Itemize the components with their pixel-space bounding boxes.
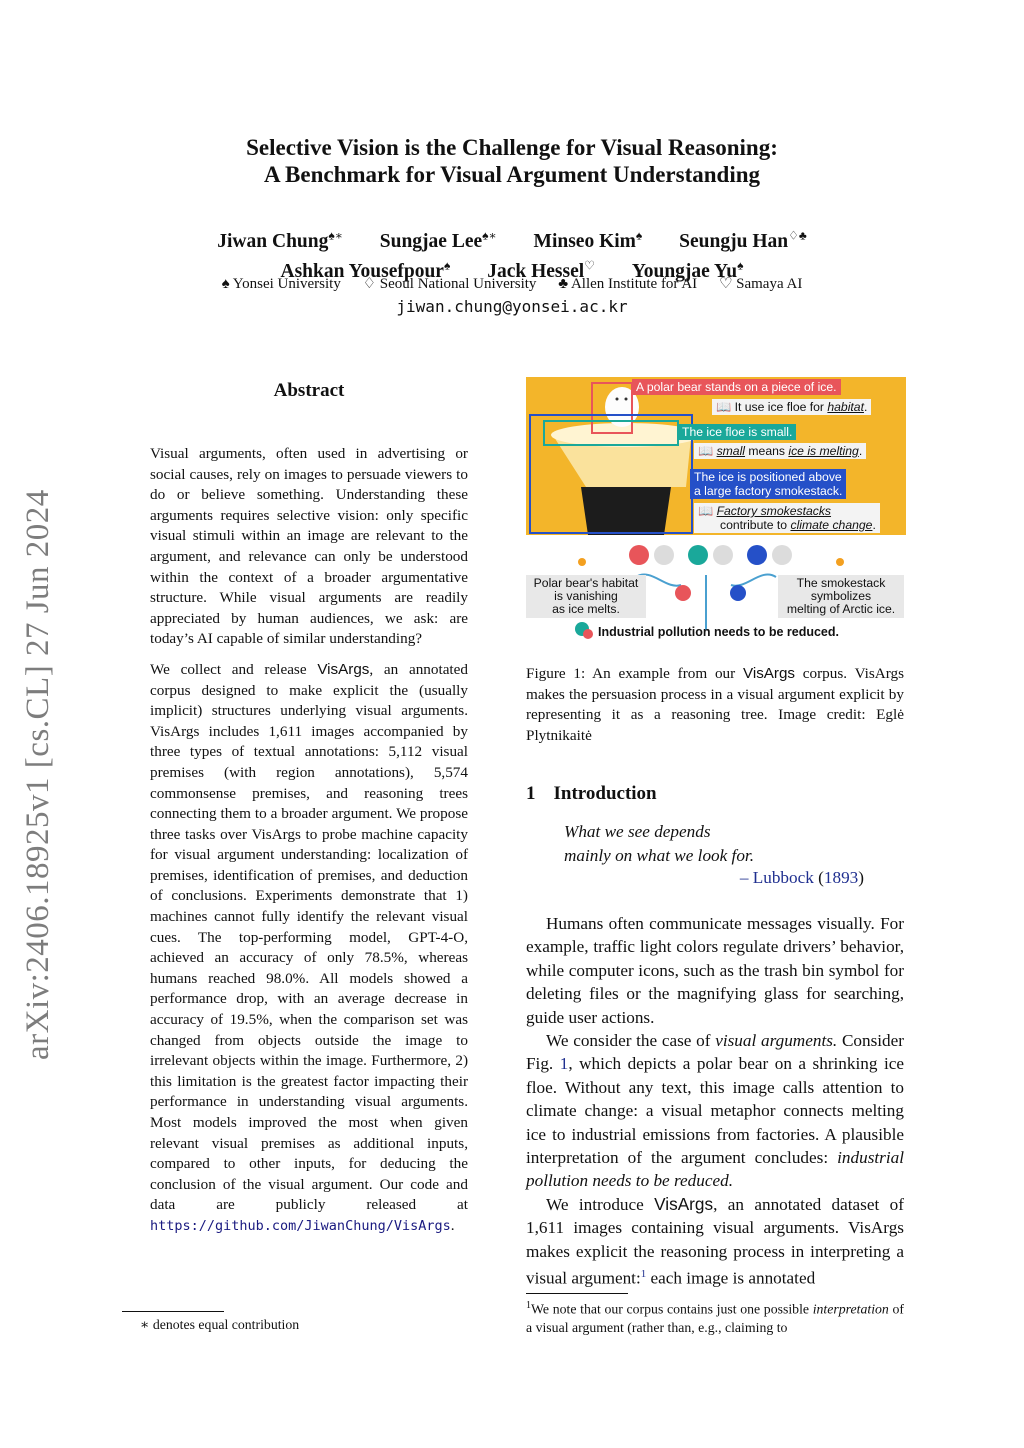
epigraph-author: – Lubbock (1893) (739, 868, 864, 887)
author-6: Jack Hessel♡ (487, 258, 595, 282)
bulb-left-icon (578, 558, 586, 566)
title-line-1: Selective Vision is the Challenge for Visual Reasoning: (246, 135, 778, 160)
node-teal (688, 545, 708, 565)
node-blue (747, 545, 767, 565)
figure-1 (526, 377, 906, 645)
premise-label-5: The ice is positioned above a large factory smokestack. (690, 469, 846, 499)
author-4: Seungju Han♢♣ (679, 228, 807, 252)
github-link[interactable]: https://github.com/JiwanChung/VisArgs (150, 1217, 451, 1234)
smokestack (581, 487, 671, 535)
bulb-right-icon (836, 558, 844, 566)
affiliation-snu: ♢ Seoul National University (362, 276, 537, 292)
node-red (629, 545, 649, 565)
affiliation-yonsei: ♠ Yonsei University (221, 276, 341, 292)
node-left (675, 585, 691, 601)
affiliation-ai2: ♣ Allen Institute for AI (558, 276, 698, 292)
author-3: Minseo Kim♠ (533, 228, 643, 252)
intro-paragraph-3: We introduce VisArgs, an annotated dataset of 1,611 images containing visual arguments. VisArgs makes explicit the reasoning process in interpreting a visual argument:$^1$ each image is annotated (526, 1193, 904, 1288)
intro-body (526, 912, 904, 1290)
node-right (730, 585, 746, 601)
node-grey-1 (654, 545, 674, 565)
author-1: Jiwan Chung♠∗ (217, 228, 343, 252)
intro-heading: 1 Introduction (526, 783, 657, 804)
title-line-2: A Benchmark for Visual Argument Understanding (263, 162, 761, 187)
paper-title (0, 134, 1024, 188)
abstract-paragraph-1: Visual arguments, often used in advertising or social causes, rely on images to persuade viewers to do or believe something. Understanding these arguments requires selective vision: only specific visual stimuli within an image are relevant to the argument, and relevance can only be understood within the context of a broader argumentative structure. While visual arguments are readily appreciated by human audiences, we ask: are today’s AI capable of similar understanding? (150, 445, 468, 648)
author-2: Sungjae Lee♠∗ (379, 228, 497, 252)
intro-paragraph-2: We consider the case of visual arguments. Consider Fig. 1, which depicts a polar bear on a shrinking ice floe. Without any text, this image calls attention to climate change: a visual metaphor connects melting ice to industrial emissions from factories. A plausible interpretation of the argument concludes: industrial pollution needs to be reduced. (526, 1031, 905, 1191)
lubbock-citation[interactable]: Lubbock (752, 868, 814, 887)
premise-label-3: The ice floe is small. (678, 424, 796, 440)
left-interpretation: Polar bear's habitat is vanishing as ice melts. (526, 575, 646, 618)
arxiv-stamp: arXiv:2406.18925v1 [cs.CL] 27 Jun 2024 (20, 489, 56, 1060)
premise-label-2: 📖 It use ice floe for habitat. (712, 399, 871, 415)
visargs-name: VisArgs (317, 660, 370, 678)
fig-ref[interactable]: 1 (559, 1054, 569, 1074)
figure-conclusion: Industrial pollution needs to be reduced. (598, 625, 839, 639)
footnote-equal-contribution: ∗ denotes equal contribution (140, 1317, 300, 1332)
premise-label-6: 📖 Factory smokestacks contribute to climate change. (694, 503, 880, 533)
footnote-1: $^1$We note that our corpus contains just one possible interpretation of a visual argument (rather than, e.g., claiming to (526, 1300, 904, 1335)
abstract-paragraph-2: We collect and release VisArgs, an annotated corpus designed to make explicit the (usually implicit) structures underlying visual arguments. VisArgs includes 1,611 images accompanied by three types of textual annotations: 5,112 visual premises (with region annotations), 5,574 commonsense premises, and reasoning trees connecting them to a broader argument. We propose three tasks over VisArgs to probe machine capacity for visual argument understanding: localization of premises, identification of premises, and deduction of conclusions. Experiments demonstrate that 1) machines cannot fully identify the relevant visual cues. The top-performing model, GPT-4-O, achieved an accuracy of only 78.5%, whereas humans reached 98.0%. All models showed a performance drop, with an average decrease in accuracy of 19.5%, when the comparison set was changed from objects outside the image to irrelevant objects within the image. Furthermore, 2) this limitation is the greatest factor impacting their performance in understanding visual arguments. Most models improved the most when given relevant visual premises as additional inputs, compared to other inputs, for deducing the conclusion of the visual argument. Our code and data are publicly released at https://github.com/JiwanChung/VisArgs. (150, 660, 468, 1234)
node-grey-2 (713, 545, 733, 565)
contact-email[interactable]: jiwan.chung@yonsei.ac.kr (396, 297, 628, 316)
epigraph: What we see depends mainly on what we look for. (564, 822, 755, 865)
authors-row-1 (0, 223, 1024, 254)
author-5: Ashkan Yousefpour♠ (280, 258, 451, 282)
footnote-rule-right (526, 1293, 628, 1294)
affiliations (0, 274, 1024, 294)
abstract-body (150, 444, 468, 1237)
footnote-rule-left (122, 1311, 224, 1312)
abstract-heading: Abstract (273, 380, 345, 401)
right-interpretation: The smokestack symbolizes melting of Arctic ice. (778, 575, 904, 618)
affiliation-samaya: ♡ Samaya AI (718, 276, 803, 292)
author-7: Youngjae Yu♠ (631, 258, 744, 282)
intro-paragraph-1: Humans often communicate messages visually. For example, traffic light colors regulate drivers’ behavior, while computer icons, such as the trash bin symbol for deleting files or the magnifying glass for searching, guide user actions. (526, 914, 904, 1027)
figure-image (526, 377, 906, 535)
figure-caption: Figure 1: An example from our VisArgs corpus. VisArgs makes the persuasion process in a visual argument explicit by representing it as a reasoning tree. Image credit: Eglė Plytnikaitė (526, 665, 905, 744)
premise-label-1: A polar bear stands on a piece of ice. (632, 379, 841, 395)
node-grey-3 (772, 545, 792, 565)
premise-label-4: 📖 small means ice is melting. (694, 443, 866, 459)
